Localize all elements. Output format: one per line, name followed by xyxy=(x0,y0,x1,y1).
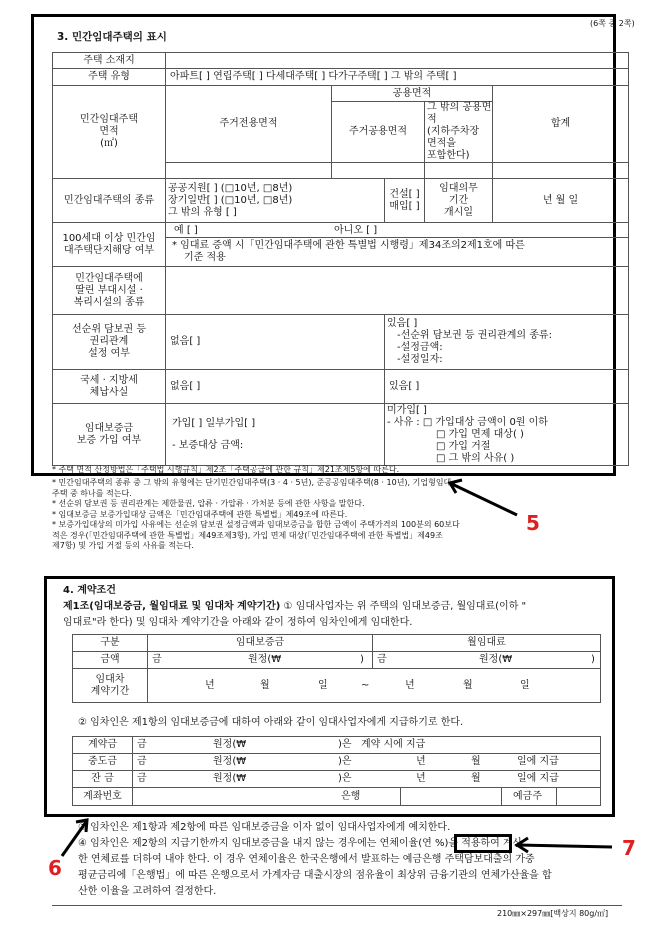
arrow-7 xyxy=(517,838,612,852)
t2-holder-value[interactable]: 예금주 xyxy=(401,788,601,806)
house-type-label: 주택 유형 xyxy=(53,69,166,86)
duty-start-date[interactable]: 년 월 일 xyxy=(493,179,629,223)
t2-balance-value[interactable]: 금 원정(₩ )은 년 월 일에 지급 xyxy=(133,771,601,788)
t2-contract-value[interactable]: 금 원정(₩ )은 계약 시에 지급 xyxy=(133,737,601,754)
house-type-options[interactable]: 아파트[ ] 연립주택[ ] 다세대주택[ ] 다가구주택[ ] 그 밖의 주택[ ] xyxy=(166,69,629,86)
tax-no[interactable]: 없음[ ] xyxy=(166,370,385,404)
page-indicator: (6쪽 중 2쪽) xyxy=(590,19,635,28)
lien-yes[interactable]: 있음[ ] -선순위 담보권 등 권리관계의 종류: -설정금액: -설정일자: xyxy=(385,315,629,370)
arrow-5 xyxy=(450,480,517,515)
build-options[interactable]: 건설[ ] 매입[ ] xyxy=(385,179,425,223)
complex-label: 100세대 이상 민간임 대주택단지해당 여부 xyxy=(53,223,166,267)
section4-title: 4. 계약조건 xyxy=(63,585,116,596)
arrow-6 xyxy=(62,820,87,856)
t2-label-contract: 계약금 xyxy=(73,737,133,754)
article1-para4-line2: 한 연체료를 더하여 내야 한다. 이 경우 연체이율은 한국은행에서 발표하는 예금은행 주택담보대출의 가중 xyxy=(78,854,535,865)
t1-header-div: 구분 xyxy=(73,635,148,652)
area-total-label: 합계 xyxy=(493,86,629,163)
t1-amount-label: 금액 xyxy=(73,652,148,669)
area-common-label: 공용면적 xyxy=(332,86,493,102)
guarantee-join[interactable]: 가입[ ] 일부가입[ ] - 보증대상 금액: xyxy=(166,404,385,466)
article1-para4-line1: ④ 임차인은 제2항의 지급기한까지 임대보증금을 내지 않는 경우에는 연체이율(연 %)을 적용하여 계산 xyxy=(78,838,523,849)
lien-no[interactable]: 없음[ ] xyxy=(166,315,385,370)
annotation-5: 5 xyxy=(526,511,540,535)
t1-header-rent: 월임대료 xyxy=(373,635,601,652)
article1-para4-line3: 평균금리에「은행법」에 따른 은행으로서 가계자금 대출시장의 점유율이 최상위 금융기관의 연체가산율을 합 xyxy=(78,870,552,881)
lien-label: 선순위 담보권 등 권리관계 설정 여부 xyxy=(53,315,166,370)
section3-title: 3. 민간임대주택의 표시 xyxy=(57,31,167,43)
t2-label-middle: 중도금 xyxy=(73,754,133,771)
kind-options[interactable]: 공공지원[ ] (□10년, □8년) 장기일반[ ] (□10년, □8년) 그 밖의 유형 [ ] xyxy=(166,179,385,223)
t2-middle-value[interactable]: 금 원정(₩ )은 년 월 일에 지급 xyxy=(133,754,601,771)
t1-deposit-amount[interactable]: 금 원정(₩ ) xyxy=(148,652,373,669)
facility-label: 민간임대주택에 딸린 부대시설 · 복리시설의 종류 xyxy=(53,267,166,315)
t2-account-label: 계좌번호 xyxy=(73,788,133,806)
annotation-6: 6 xyxy=(48,856,62,880)
t1-rent-amount[interactable]: 금 원정(₩ ) xyxy=(373,652,601,669)
paper-size: 210㎜×297㎜[백상지 80g/㎡] xyxy=(497,909,609,918)
t1-period-label: 임대차 계약기간 xyxy=(73,669,148,703)
article1-para3: ③ 임차인은 제1항과 제2항에 따른 임대보증금을 이자 없이 임대사업자에게 예치한다. xyxy=(78,822,451,833)
article1-line1: 제1조(임대보증금, 월임대료 및 임대차 계약기간) ① 임대사업자는 위 주택의 임대보증금, 월임대료(이하 " xyxy=(63,601,527,612)
area-exclusive-label: 주거전용면적 xyxy=(166,86,332,163)
complex-options[interactable]: 예 [ ] 아니오 [ ] * 임대료 증액 시「민간임대주택에 관한 특별법 시행령」제34조의2제1호에 따른 기준 적용 xyxy=(166,223,629,267)
area-residential-common-label: 주거공용면적 xyxy=(332,102,425,163)
t1-header-deposit: 임대보증금 xyxy=(148,635,373,652)
guarantee-notjoin[interactable]: 미가입[ ] - 사유 : □ 가입대상 금액이 0원 이하 □ 가입 면제 대상( ) □ 가입 거절 □ 그 밖의 사유( ) xyxy=(385,404,629,466)
t2-label-balance: 잔 금 xyxy=(73,771,133,788)
article1-para2: ② 임차인은 제1항의 임대보증금에 대하여 아래와 같이 임대사업자에게 지급하기로 한다. xyxy=(78,717,464,728)
article1-para4-line4: 산한 이율을 고려하여 결정한다. xyxy=(78,886,217,897)
duty-period-label: 임대의무 기간 개시일 xyxy=(425,179,493,223)
article1-line2: 임대료"라 한다) 및 임대차 계약기간을 아래와 같이 정하여 임차인에게 임대한다. xyxy=(63,617,413,628)
area-other-common-label: 그 밖의 공용면적 (지하주차장 면적을 포함한다) xyxy=(425,102,493,163)
footnote-hidden-first: * 주택 면적 산정방법은「주택법 시행규칙」제2조「주택공급에 관한 규칙」제21조제5항에 따른다. xyxy=(52,465,400,474)
t2-account-value[interactable]: 은행 xyxy=(133,788,401,806)
annotation-7: 7 xyxy=(622,836,636,860)
footnotes: * 민간임대주택의 종류 중 그 밖의 유형에는 단기민간임대주택(3 · 4 · 5년), 준공공임대주택(8 · 10년), 기업형임대 주택 중 하나를 적는다. * 선순위 담보권 등 권리관계는 제한물권, 압류 · 가압류 · 가처분 등에 관한 사항을 말한다. * 임대보증금 보증가입대상 금액은「민간임대주택에 관한 특별법」제49조에 따른다. * 보증가입대상의 미가입 사유에는 선순위 담보권 설정금액과 임대보증금을 합한 금액이 주택가격의 100분의 60보다 적은 경우(「민간임대주택에 관한 특별법」제49조제3항), 가입 면제 대상(「민간임대주택에 관한 특별법」제49조 제7항) 및 가입 거절 등의 사유를 적는다. xyxy=(52,478,460,550)
address-label: 주택 소재지 xyxy=(53,53,166,69)
tax-label: 국세 · 지방세 체납사실 xyxy=(53,370,166,404)
kind-label: 민간임대주택의 종류 xyxy=(53,179,166,223)
t1-period-value[interactable]: 년 월 일 ~ 년 월 일 xyxy=(148,669,601,703)
area-label: 민간임대주택 면적 (㎡) xyxy=(53,86,166,179)
guarantee-label: 임대보증금 보증 가입 여부 xyxy=(53,404,166,466)
tax-yes[interactable]: 있음[ ] xyxy=(385,370,629,404)
